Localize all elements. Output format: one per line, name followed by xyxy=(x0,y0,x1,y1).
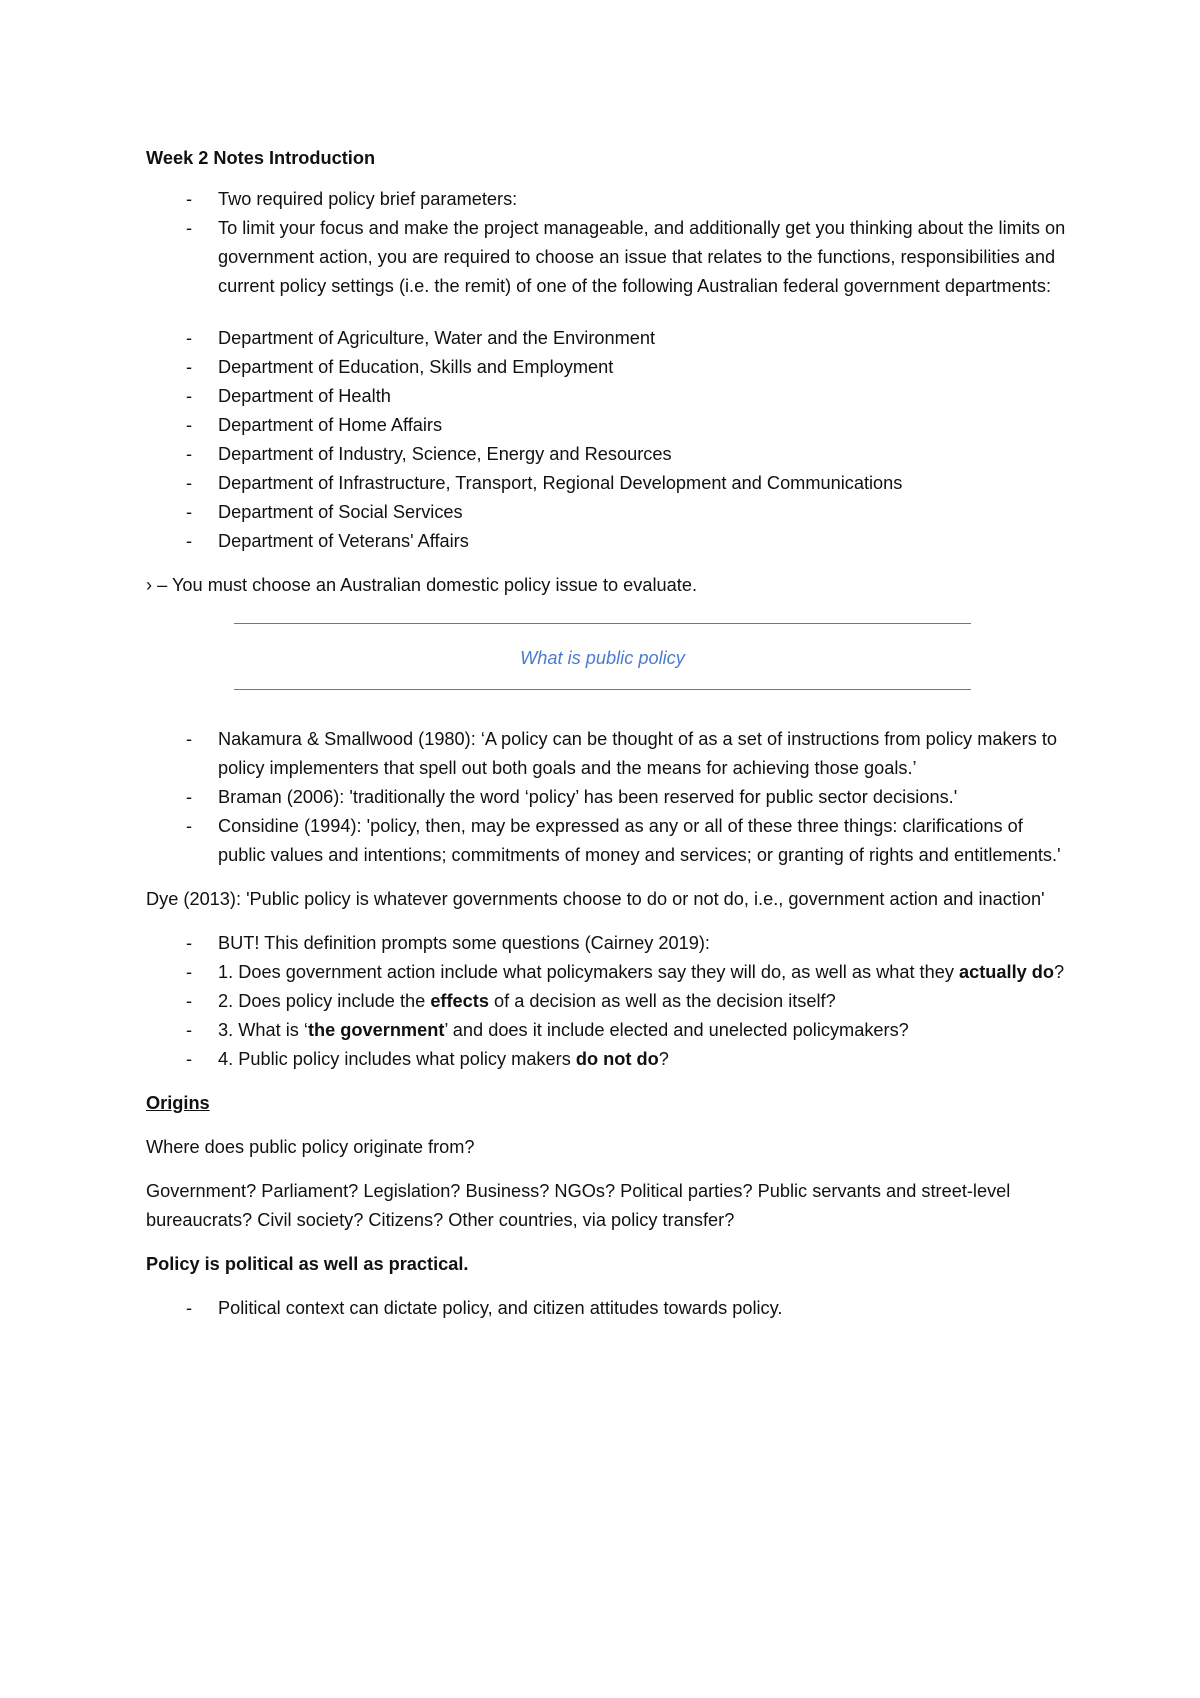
question-item xyxy=(146,1045,1071,1074)
origins-question: Where does public policy originate from? xyxy=(146,1137,475,1157)
dye-definition: Dye (2013): 'Public policy is whatever governments choose to do or not do, i.e., government action and inaction' xyxy=(146,889,1045,909)
question-text: 1. Does government action include what policymakers say they will do, as well as what they xyxy=(218,962,959,982)
origins-sources: Government? Parliament? Legislation? Business? NGOs? Political parties? Public servants and street-level bureaucrats? Civil society? Citizens? Other countries, via policy transfer? xyxy=(146,1181,1011,1230)
intro-list xyxy=(146,185,1071,301)
department-item: - Department of Veterans' Affairs xyxy=(146,527,1071,556)
quote-bottom-rule xyxy=(234,689,971,690)
department-item: - Department of Agriculture, Water and the Environment xyxy=(146,324,1071,353)
departments-list xyxy=(146,324,1071,556)
intense-quote xyxy=(234,623,971,690)
department-item: - Department of Home Affairs xyxy=(146,411,1071,440)
definition-item: - Braman (2006): 'traditionally the word ‘policy’ has been reserved for public sector decisions.' xyxy=(146,783,1071,812)
department-item: - Department of Social Services xyxy=(146,498,1071,527)
questions-list xyxy=(146,929,1071,1074)
definition-item: - Considine (1994): 'policy, then, may be expressed as any or all of these three things: clarifications of public values and intentions; commitments of money and services; or granting of rights and entitlements.' xyxy=(146,812,1071,870)
list-item: - To limit your focus and make the project manageable, and additionally get you thinking about the limits on government action, you are required to choose an issue that relates to the functions, responsibilities and current policy settings (i.e. the remit) of one of the following Australian federal government departments: xyxy=(146,214,1071,301)
department-item: - Department of Infrastructure, Transport, Regional Development and Communications xyxy=(146,469,1071,498)
question-emphasis: effects xyxy=(430,991,489,1011)
question-text: 4. Public policy includes what policy makers xyxy=(218,1049,576,1069)
question-item xyxy=(146,1016,1071,1045)
question-emphasis: do not do xyxy=(575,1049,659,1069)
list-item: - Political context can dictate policy, and citizen attitudes towards policy. xyxy=(146,1294,1071,1323)
question-text: of a decision as well as the decision itself? xyxy=(488,991,836,1011)
definition-item: - Nakamura & Smallwood (1980): ‘A policy can be thought of as a set of instructions from policy makers to policy implementers that spell out both goals and the means for achieving those goals.’ xyxy=(146,725,1071,783)
domestic-note: › – You must choose an Australian domestic policy issue to evaluate. xyxy=(146,575,697,595)
question-item xyxy=(146,958,1071,987)
department-item: - Department of Industry, Science, Energy and Resources xyxy=(146,440,1071,469)
origins-heading: Origins xyxy=(146,1093,210,1113)
question-text: 3. What is ‘ xyxy=(218,1020,308,1040)
document-page xyxy=(146,144,1071,1323)
quote-heading: What is public policy xyxy=(520,648,685,668)
question-item: - BUT! This definition prompts some questions (Cairney 2019): xyxy=(146,929,1071,958)
question-text: 2. Does policy include the xyxy=(218,991,431,1011)
list-item: - Two required policy brief parameters: xyxy=(146,185,1071,214)
question-text: ? xyxy=(1054,962,1065,982)
political-heading: Policy is political as well as practical. xyxy=(146,1254,469,1274)
question-emphasis: the government xyxy=(307,1020,445,1040)
question-text: ’ and does it include elected and unelected policymakers? xyxy=(444,1020,909,1040)
definitions-list xyxy=(146,725,1071,870)
question-item xyxy=(146,987,1071,1016)
department-item: - Department of Health xyxy=(146,382,1071,411)
political-list xyxy=(146,1294,1071,1323)
question-emphasis: actually do xyxy=(959,962,1055,982)
department-item: - Department of Education, Skills and Employment xyxy=(146,353,1071,382)
question-text: ? xyxy=(658,1049,669,1069)
page-title: Week 2 Notes Introduction xyxy=(146,148,376,168)
